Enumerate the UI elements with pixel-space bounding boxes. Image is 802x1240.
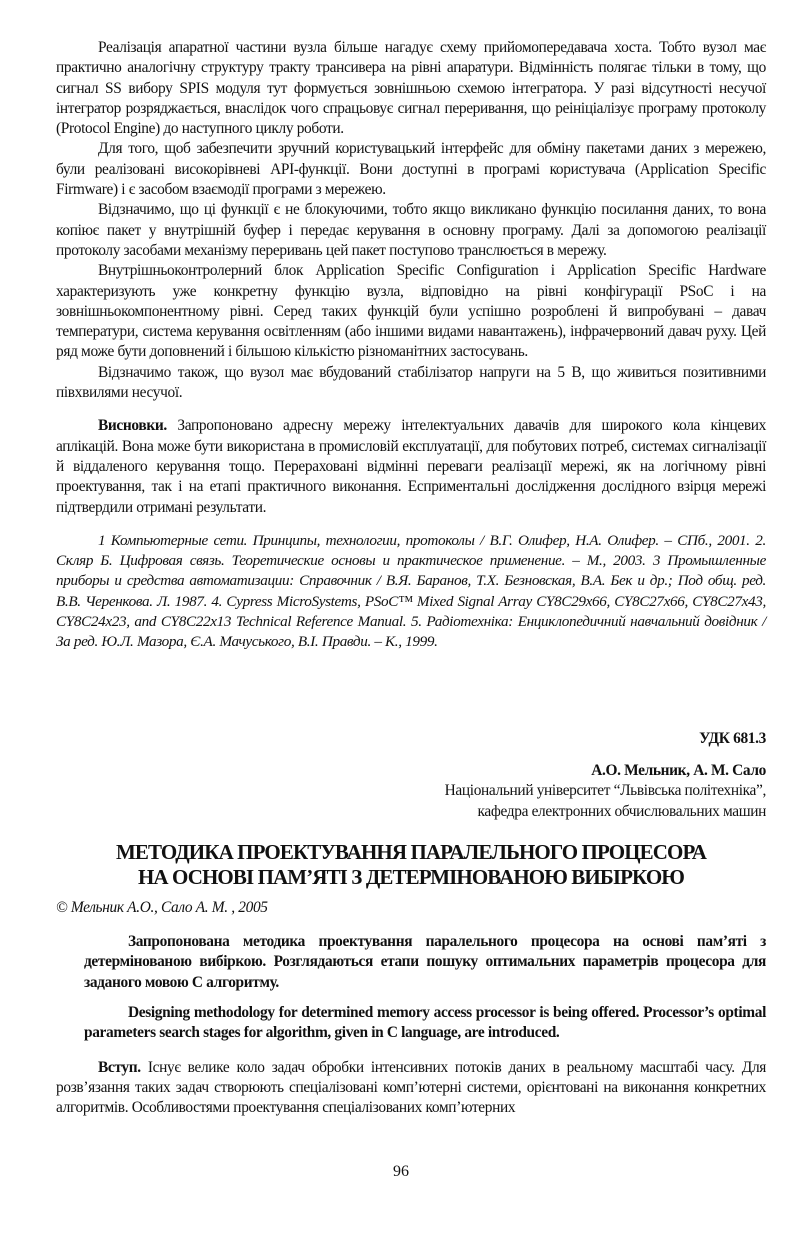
conclusions-paragraph (56, 416, 766, 517)
article-title (56, 840, 766, 890)
authors: А.О. Мельник, А. М. Сало (591, 761, 766, 779)
udk-code: УДК 681.3 (699, 729, 766, 747)
previous-article-tail (56, 38, 766, 653)
affiliation-university: Національний університет “Львівська політехніка”, (444, 782, 766, 800)
introduction-paragraph (56, 1058, 766, 1119)
body-paragraph: Внутрішньоконтролерний блок Application Specific Configuration і Application Specific Hardware характеризують уже конкретну функцію вузла, відповідно на рівні конфігурації PSoC і на зовнішньокомпонентному рівні. Серед таких функцій були успішно розроблені й випробувані – давач температури, система керування освітленням (або іншими видами навантажень), інфрачервоний давач руху. Цей ряд може бути доповнений і більшою кількістю різноманітних застосувань. (56, 262, 766, 361)
introduction-text: Існує велике коло задач обробки інтенсивних потоків даних в реальному масштабі часу. Для розв’язання таких задач створюють спеціалізовані комп’ютерні системи, орієнтовані на виконання конкретних алгоритмів. Особливостями проектування спеціалізованих комп’ютерних (56, 1058, 766, 1117)
new-article (56, 729, 766, 1119)
conclusions-text: Запропоновано адресну мережу інтелектуальних давачів для широкого кола кінцевих аплікацій. Вона може бути використана в промисловій експлуатації, для побутових потреб, системах сигналізації й віддаленого керування тощо. Перераховані відмінні переваги реалізації мережі, як на логічному рівні проектування, так і на етапі практичного виконання. Есприментальні дослідження дослідного взірця мережі підтвердили отримані результати. (56, 417, 766, 516)
title-line-1: МЕТОДИКА ПРОЕКТУВАННЯ ПАРАЛЕЛЬНОГО ПРОЦЕСОРА (116, 839, 706, 864)
introduction-heading: Вступ. (98, 1058, 141, 1076)
body-paragraph: Для того, щоб забезпечити зручний користувацький інтерфейс для обміну пакетами даних з мережею, були реалізовані високорівневі API-функції. Вони доступні в програмі користувача (Application Specific Firmware) і є засобом взаємодії програми з мережею. (56, 140, 766, 199)
body-paragraph: Відзначимо, що ці функції є не блокуючими, тобто якщо викликано функцію посилання даних, то вона копіює пакет у внутрішній буфер і передає керування в основну програму. Далі за допомогою реалізації протоколу засобами механізму переривань цей пакет поступово транслюється в мережу. (56, 201, 766, 259)
affiliation-department: кафедра електронних обчислювальних машин (477, 802, 766, 820)
conclusions-heading: Висновки. (98, 417, 167, 435)
abstract (56, 932, 766, 1043)
body-paragraph: Реалізація апаратної частини вузла більше нагадує схему прийомопередавача хоста. Тобто вузол має практично аналогічну структуру тракту трансивера на рівні апаратури. Відмінність полягає тільки в тому, що сигнал SS вибору SPIS модуля тут формується зовнішньою схемою інтегратора. У разі відсутності несучої інтегратор розряджається, внаслідок чого спрацьовує сигнал переривання, що реініціалізує програму протоколу (Protocol Engine) до наступного циклу роботи. (56, 39, 766, 138)
copyright: © Мельник А.О., Сало А. М. , 2005 (56, 898, 268, 916)
title-line-2: НА ОСНОВІ ПАМ’ЯТІ З ДЕТЕРМІНОВАНОЮ ВИБІРКОЮ (137, 864, 685, 889)
page-number: 96 (393, 1163, 409, 1180)
references: 1 Компьютерные сети. Принципы, технологии, протоколы / В.Г. Олифер, Н.А. Олифер. – СПб., 2001. 2. Скляр Б. Цифровая связь. Теоретические основы и практическое применение. – М., 2003. 3 Промышленные приборы и средства автоматизации: Справочник / В.Я. Баранов, Т.Х. Безновская, В.А. Бек и др.; Под общ. ред. В.В. Черенкова. Л. 1987. 4. Cypress MicroSystems, PSoC™ Mixed Signal Array CY8C29x66, CY8C27x66, CY8C27x43, CY8C24x23, and CY8C22x13 Technical Reference Manual. 5. Радіотехніка: Енциклопедичний навчальний довідник / За ред. Ю.Л. Мазора, Є.А. Мачуського, В.І. Правди. – К., 1999. (56, 531, 766, 651)
abstract-ukrainian: Запропонована методика проектування паралельного процесора на основі пам’яті з детермінованою вибіркою. Розглядаються етапи пошуку оптимальних параметрів процесора для заданого мовою С алгоритму. (84, 933, 766, 991)
page-body (56, 38, 766, 1118)
abstract-english: Designing methodology for determined memory access processor is being offered. Processor’s optimal parameters search stages for algorithm, given in C language, are introduced. (84, 1003, 766, 1042)
body-paragraph: Відзначимо також, що вузол має вбудований стабілізатор напруги на 5 В, що живиться позитивними півхвилями несучої. (56, 363, 766, 402)
